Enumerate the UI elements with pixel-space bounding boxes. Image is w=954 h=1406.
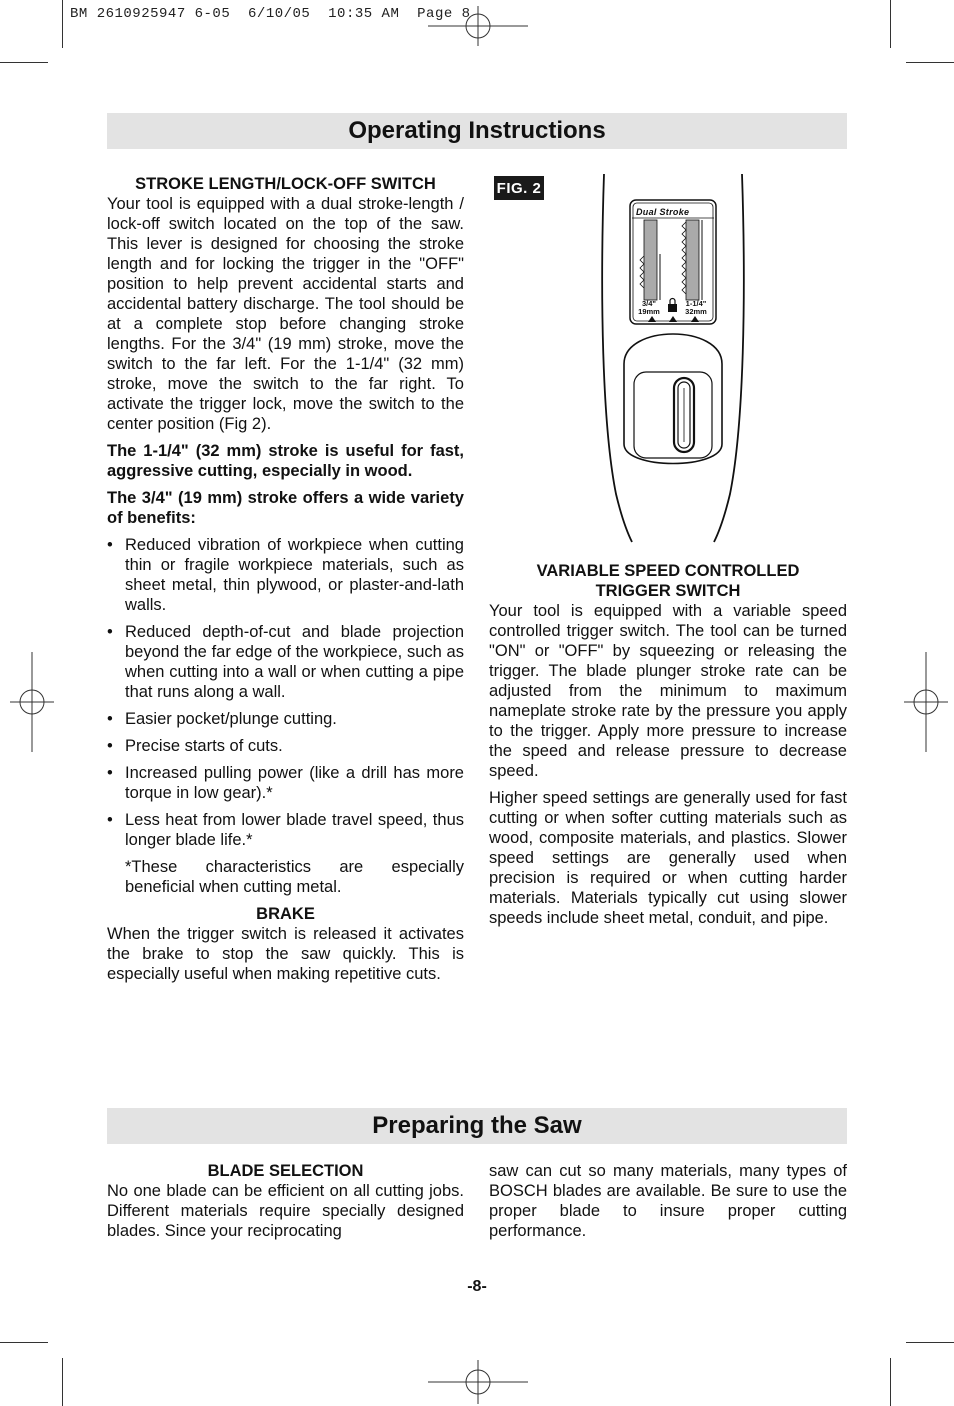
right-column xyxy=(489,561,847,935)
list-item: • Increased pulling power (like a drill has more torque in low gear).* xyxy=(107,763,464,803)
section-title-preparing-saw xyxy=(107,1108,847,1144)
list-item: • Reduced vibration of workpiece when cutting thin or fragile workpiece materials, such as sheet metal, thin plywood, or plaster-and-lath walls. xyxy=(107,535,464,615)
page-number: -8- xyxy=(467,1278,487,1295)
list-item: • Precise starts of cuts. xyxy=(107,736,464,756)
short-stroke-inch: 3/4" xyxy=(642,299,656,308)
registration-mark-top xyxy=(428,6,528,46)
section-title-operating-instructions xyxy=(107,113,847,149)
section-title-text: Operating Instructions xyxy=(348,117,606,144)
crop-mark xyxy=(0,1342,48,1343)
stroke-short-note: The 3/4" (19 mm) stroke offers a wide variety of benefits: xyxy=(107,489,464,527)
stroke-switch-heading: STROKE LENGTH/LOCK-OFF SWITCH xyxy=(135,175,436,193)
list-item: • Less heat from lower blade travel speed, thus longer blade life.* xyxy=(107,810,464,850)
switch-illustration xyxy=(596,174,750,544)
long-stroke-inch: 1-1/4" xyxy=(685,299,707,308)
figure-panel-title: Dual Stroke xyxy=(636,207,690,217)
crop-mark xyxy=(890,1358,891,1406)
blade-selection-body-right: saw can cut so many materials, many types of BOSCH blades are available. Be sure to use the proper blade to insure proper cutting performance. xyxy=(489,1162,847,1240)
crop-mark xyxy=(906,1342,954,1343)
trigger-body-2: Higher speed settings are generally used for fast cutting or when softer cutting materials such as wood, composite materials, and plastics. Slower speed settings are generally used when precision is required or when cutting harder materials. Materials typically cut using slower speeds include sheet metal, conduit, and pipe. xyxy=(489,789,847,927)
crop-mark xyxy=(62,1358,63,1406)
registration-mark-bottom xyxy=(428,1360,528,1404)
section-title-text: Preparing the Saw xyxy=(372,1112,582,1139)
short-stroke-mm: 19mm xyxy=(638,307,660,316)
benefits-list xyxy=(107,535,464,850)
blade-selection-heading: BLADE SELECTION xyxy=(207,1162,364,1180)
trigger-body-1: Your tool is equipped with a variable speed controlled trigger switch. The tool can be turned "ON" or "OFF" by squeezing or releasing the trigger. The blade plunger stroke rate can be adjusted from the minimum to maximum nameplate stroke rate by the pressure you apply to the trigger. Apply more pressure to increase the speed and release pressure to decrease speed. xyxy=(489,602,847,780)
brake-body: When the trigger switch is released it activates the brake to stop the saw quickly. This is especially useful when making repetitive cuts. xyxy=(107,925,464,983)
figure-long-stroke-label xyxy=(680,300,712,316)
benefits-footnote: *These characteristics are especially beneficial when cutting metal. xyxy=(125,858,464,896)
brake-heading: BRAKE xyxy=(256,905,315,923)
list-item: • Easier pocket/plunge cutting. xyxy=(107,709,464,729)
crop-mark xyxy=(62,0,63,48)
stroke-switch-body: Your tool is equipped with a dual stroke-length / lock-off switch located on the top of the saw. This lever is designed for choosing the stroke length and for locking the trigger in the "OFF" position to help prevent accidental starts and accidental battery discharge. The tool should be at a complete stop before changing stroke lengths. For the 3/4" (19 mm) stroke, move the switch to the far left. For the 1-1/4" (32 mm) stroke, move the switch to the far right. To activate the trigger lock, move the switch to the center position (Fig 2). xyxy=(107,195,464,433)
registration-mark-right xyxy=(904,652,948,752)
list-item: • Reduced depth-of-cut and blade projection beyond the far edge of the workpiece, such as when cutting into a wall or when cutting a pipe that runs along a wall. xyxy=(107,622,464,702)
blade-left-column xyxy=(107,1161,464,1248)
crop-mark xyxy=(906,62,954,63)
trigger-heading-line2: TRIGGER SWITCH xyxy=(595,582,741,600)
registration-mark-left xyxy=(10,652,54,752)
stroke-long-note: The 1-1/4" (32 mm) stroke is useful for fast, aggressive cutting, especially in wood. xyxy=(107,442,464,480)
long-stroke-mm: 32mm xyxy=(685,307,707,316)
trigger-heading-line1: VARIABLE SPEED CONTROLLED xyxy=(536,562,800,580)
left-column xyxy=(107,174,464,991)
figure-short-stroke-label xyxy=(634,300,664,316)
blade-right-column xyxy=(489,1161,847,1248)
crop-mark xyxy=(890,0,891,48)
figure-label: FIG. 2 xyxy=(494,176,544,200)
crop-mark xyxy=(0,62,48,63)
print-slug-line: BM 2610925947 6-05 6/10/05 10:35 AM Page 8 xyxy=(70,6,471,22)
blade-selection-body-left: No one blade can be efficient on all cutting jobs. Different materials require specially designed blades. Since your reciprocating xyxy=(107,1182,464,1240)
